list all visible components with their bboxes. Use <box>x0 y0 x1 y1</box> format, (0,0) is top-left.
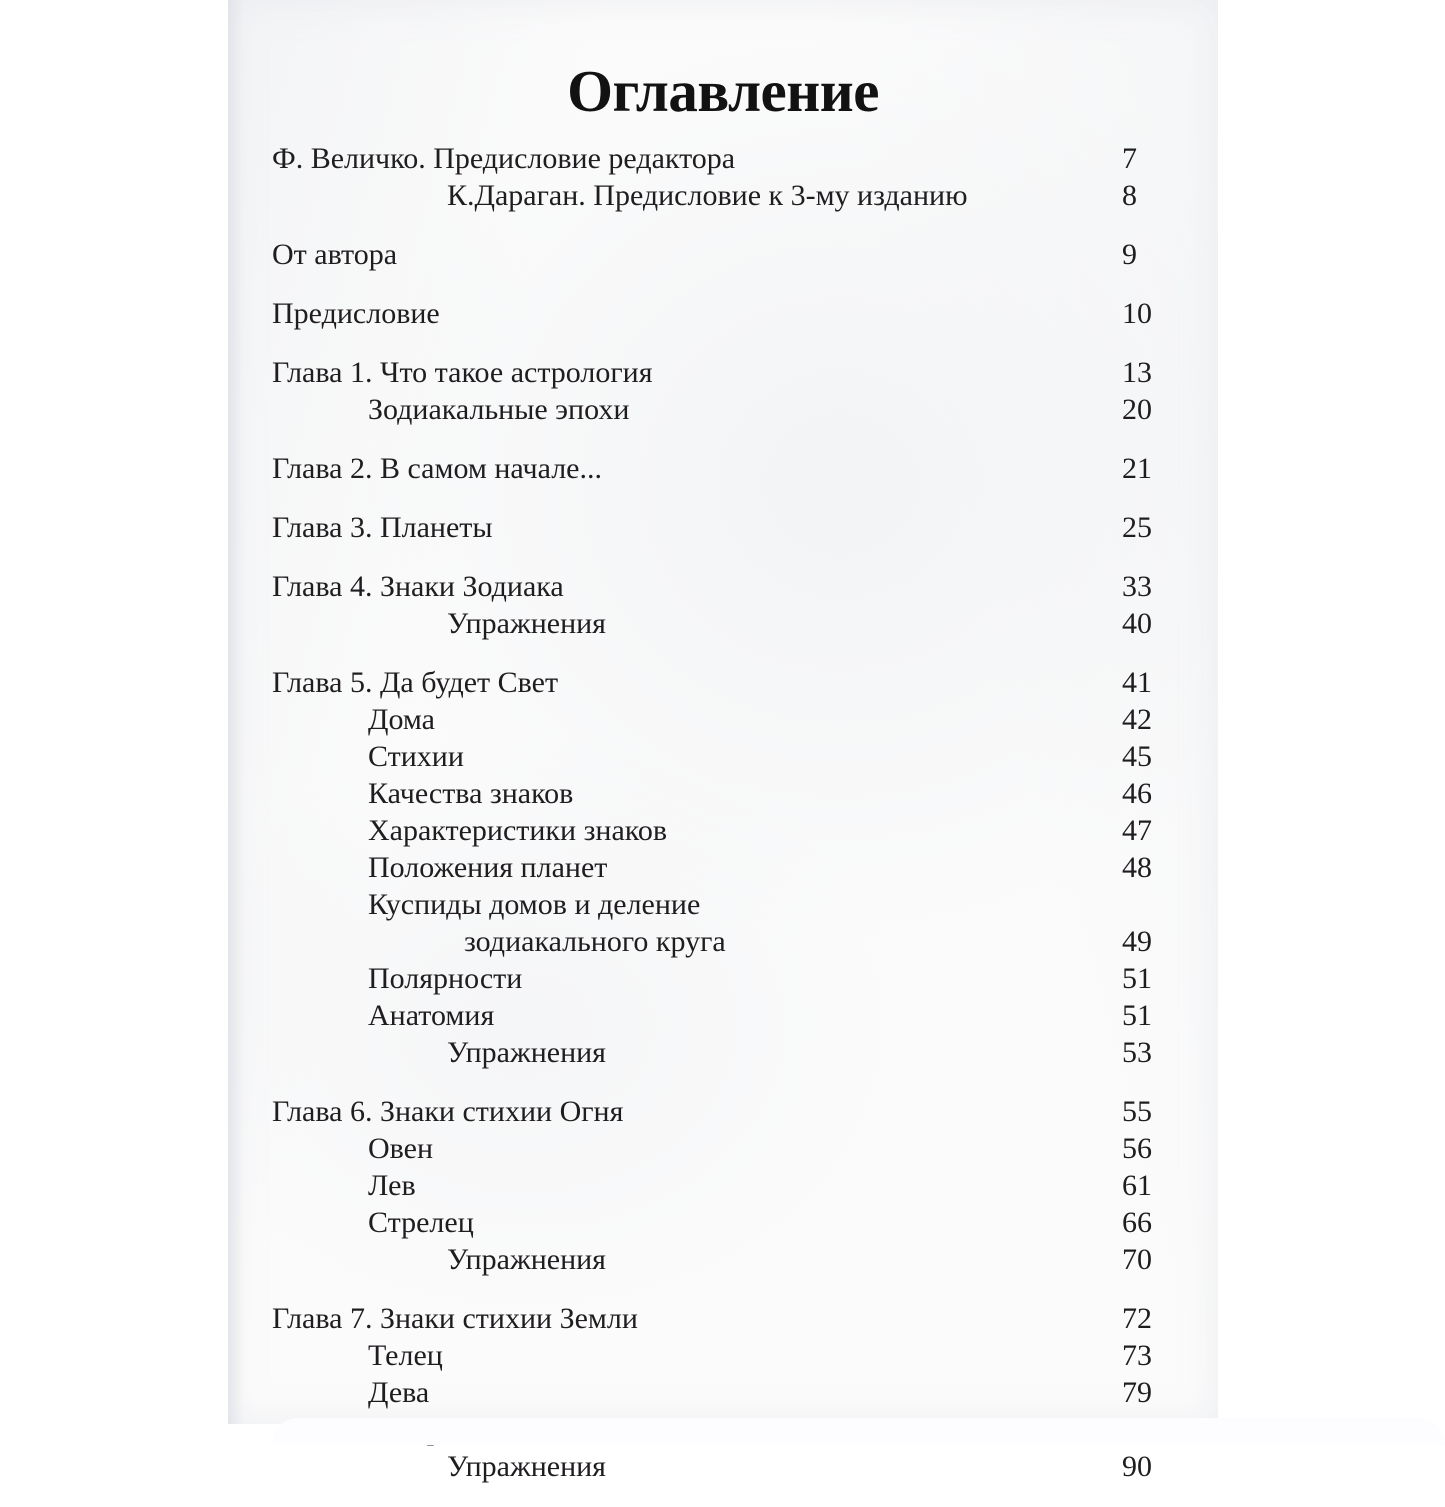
toc-entry-label: Зодиакальные эпохи <box>368 393 630 426</box>
toc-group <box>272 450 1172 487</box>
toc-entry[interactable] <box>272 1167 1172 1204</box>
toc-entry-page-number: 66 <box>1122 1206 1152 1239</box>
toc-entry[interactable] <box>272 1204 1172 1241</box>
toc-entry-label: Телец <box>368 1339 443 1372</box>
toc-entry-page-number: 53 <box>1122 1036 1152 1069</box>
toc-entry-page-number: 41 <box>1122 666 1152 699</box>
toc-entry-page-number: 25 <box>1122 511 1152 544</box>
toc-entry-page-number: 47 <box>1122 814 1152 847</box>
toc-group <box>272 509 1172 546</box>
toc-entry[interactable] <box>272 1093 1172 1130</box>
toc-entry-page-number: 46 <box>1122 777 1152 810</box>
bottom-panel <box>272 1418 1445 1445</box>
toc-entry-label: Дева <box>368 1376 430 1409</box>
toc-entry-page-number: 56 <box>1122 1132 1152 1165</box>
toc-entry-label: Качества знаков <box>368 777 574 810</box>
toc-entry[interactable] <box>272 391 1172 428</box>
toc-entry[interactable] <box>272 701 1172 738</box>
toc-entry-page-number: 21 <box>1122 452 1152 485</box>
toc-entry-page-number: 49 <box>1122 925 1152 958</box>
toc-entry-label: Полярности <box>368 962 523 995</box>
toc-group <box>272 295 1172 332</box>
toc-entry[interactable] <box>272 1130 1172 1167</box>
toc-entry[interactable] <box>272 1448 1172 1485</box>
toc-entry-label: Глава 4. Знаки Зодиака <box>272 570 564 603</box>
toc-entry-page-number: 40 <box>1122 607 1152 640</box>
toc-entry[interactable] <box>272 568 1172 605</box>
toc-entry[interactable] <box>272 1241 1172 1278</box>
toc-entry-label: Глава 6. Знаки стихии Огня <box>272 1095 624 1128</box>
toc-entry-page-number: 33 <box>1122 570 1152 603</box>
toc-entry-page-number: 70 <box>1122 1243 1152 1276</box>
toc-entry-label: Ф. Величко. Предисловие редактора <box>272 142 736 175</box>
toc-entry-label: Характеристики знаков <box>368 814 668 847</box>
toc-entry[interactable] <box>272 295 1172 332</box>
toc-entry-label: Глава 3. Планеты <box>272 511 493 544</box>
toc-entry-page-number: 51 <box>1122 999 1152 1032</box>
toc-entry-label: Глава 5. Да будет Свет <box>272 666 559 699</box>
toc-entry[interactable] <box>272 923 1172 960</box>
toc-entry-page-number: 90 <box>1122 1450 1152 1483</box>
toc-group <box>272 236 1172 273</box>
toc-group <box>272 568 1172 642</box>
toc-entry-label: Стихии <box>368 740 464 773</box>
toc-entry-label: Глава 2. В самом начале... <box>272 452 602 485</box>
toc-entry-label: зодиакального круга <box>464 925 726 958</box>
toc-entry-label: Положения планет <box>368 851 608 884</box>
toc-entry[interactable] <box>272 605 1172 642</box>
toc-entry-page-number: 7 <box>1122 142 1137 175</box>
toc-group <box>272 1093 1172 1278</box>
toc-entry-label: Овен <box>368 1132 434 1165</box>
toc-entry-page-number: 42 <box>1122 703 1152 736</box>
toc-entry-label: Лев <box>368 1169 416 1202</box>
toc-entry-label: От автора <box>272 238 398 271</box>
toc-entry[interactable] <box>272 1034 1172 1071</box>
toc-entry-label: Упражнения <box>447 607 606 640</box>
toc-entry[interactable] <box>272 886 1172 923</box>
toc-entry-page-number: 73 <box>1122 1339 1152 1372</box>
toc-entry[interactable] <box>272 775 1172 812</box>
toc-entry-label: Дома <box>368 703 435 736</box>
toc-group <box>272 354 1172 428</box>
toc-entry[interactable] <box>272 812 1172 849</box>
toc-entry-label: Стрелец <box>368 1206 474 1239</box>
toc-entry-page-number: 10 <box>1122 297 1152 330</box>
toc-entry-label: Куспиды домов и деление <box>368 888 701 921</box>
toc-entry[interactable] <box>272 849 1172 886</box>
toc-entry-page-number: 13 <box>1122 356 1152 389</box>
toc-entry-label: Упражнения <box>447 1450 606 1483</box>
toc-entry[interactable] <box>272 509 1172 546</box>
toc-entry-page-number: 72 <box>1122 1302 1152 1335</box>
toc-entry[interactable] <box>272 1374 1172 1411</box>
page-title: Оглавление <box>567 57 879 124</box>
toc-entry-label: Упражнения <box>447 1243 606 1276</box>
toc-entry[interactable] <box>272 177 1172 214</box>
toc-entry-page-number: 8 <box>1122 179 1137 212</box>
toc-entry-label: Глава 1. Что такое астрология <box>272 356 653 389</box>
toc-entry-page-number: 61 <box>1122 1169 1152 1202</box>
toc-entry-label: К.Дараган. Предисловие к 3-му изданию <box>447 179 968 212</box>
toc-entry[interactable] <box>272 140 1172 177</box>
toc-group <box>272 664 1172 1071</box>
toc-entry[interactable] <box>272 354 1172 391</box>
toc-entry-label: Анатомия <box>368 999 495 1032</box>
toc-entry-page-number: 51 <box>1122 962 1152 995</box>
table-of-contents <box>272 140 1172 1507</box>
toc-entry[interactable] <box>272 1300 1172 1337</box>
toc-entry-page-number: 79 <box>1122 1376 1152 1409</box>
toc-entry-page-number: 9 <box>1122 238 1137 271</box>
toc-group <box>272 140 1172 214</box>
toc-entry-label: Глава 7. Знаки стихии Земли <box>272 1302 638 1335</box>
toc-entry-label: Предисловие <box>272 297 440 330</box>
toc-entry[interactable] <box>272 236 1172 273</box>
toc-entry-page-number: 45 <box>1122 740 1152 773</box>
toc-entry[interactable] <box>272 664 1172 701</box>
toc-entry-page-number: 20 <box>1122 393 1152 426</box>
toc-entry[interactable] <box>272 1337 1172 1374</box>
toc-entry[interactable] <box>272 738 1172 775</box>
toc-entry[interactable] <box>272 997 1172 1034</box>
toc-entry[interactable] <box>272 450 1172 487</box>
toc-entry-page-number: 55 <box>1122 1095 1152 1128</box>
toc-entry-label: Упражнения <box>447 1036 606 1069</box>
toc-group <box>272 1300 1172 1485</box>
toc-entry[interactable] <box>272 960 1172 997</box>
toc-entry-page-number: 48 <box>1122 851 1152 884</box>
